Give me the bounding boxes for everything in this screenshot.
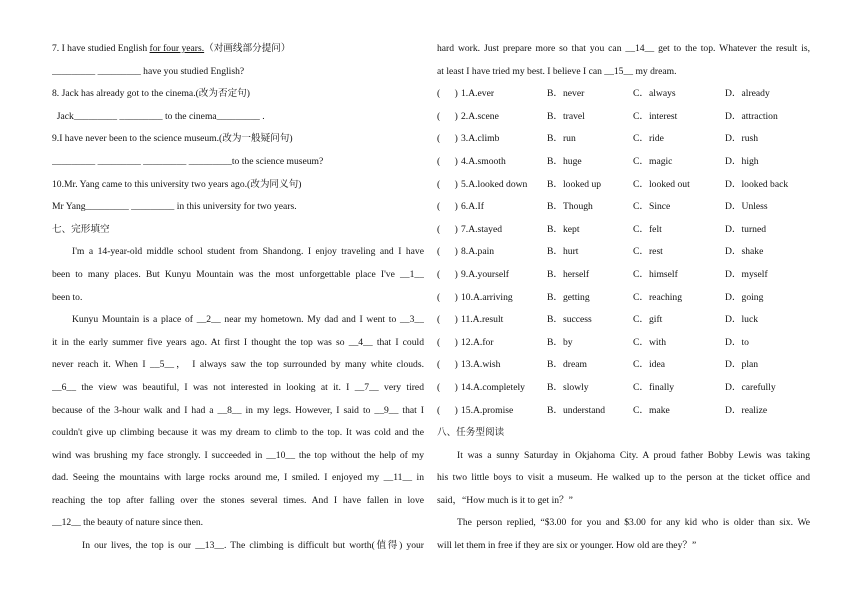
option-d: D．looked back — [725, 178, 789, 190]
option-c: C．looked out — [633, 178, 690, 190]
reading-line: said，“How much is it to get in？” — [437, 494, 573, 506]
answer-paren: ( ) — [437, 404, 458, 416]
option-row-2 — [437, 106, 810, 129]
option-a: 14.A.completely — [461, 381, 525, 393]
option-c: C．finally — [633, 381, 675, 393]
answer-paren: ( ) — [437, 88, 458, 100]
option-b: B．Though — [547, 201, 593, 213]
answer-paren: ( ) — [437, 110, 458, 122]
passage-line: couldn't give up climbing because it was my dream to climb to the top. It was cold and the — [52, 427, 424, 439]
option-c: C．make — [633, 404, 670, 416]
q9-answer-line: _________ _________ _________ _________to the science museum? — [52, 155, 324, 167]
reading-line: It was a sunny Saturday in Okjahoma City. A proud father Bobby Lewis was taking — [457, 449, 810, 461]
option-a: 5.A.looked down — [461, 178, 528, 190]
option-row-1 — [437, 83, 810, 106]
option-row-11 — [437, 309, 810, 332]
option-d: D．going — [725, 291, 764, 303]
answer-paren: ( ) — [437, 246, 458, 258]
option-b: B．understand — [547, 404, 606, 416]
passage-line: I'm a 14-year-old middle school student from Shandong. I enjoy traveling and I have — [72, 246, 424, 258]
option-d: D．realize — [725, 404, 768, 416]
question-8: 8. Jack has already got to the cinema.(改为否定句) — [52, 88, 250, 100]
option-row-6 — [437, 196, 810, 219]
option-d: D．plan — [725, 359, 759, 371]
option-b: B．huge — [547, 155, 582, 167]
option-b: B．kept — [547, 223, 580, 235]
answer-paren: ( ) — [437, 155, 458, 167]
option-a: 3.A.climb — [461, 133, 500, 145]
option-a: 6.A.If — [461, 201, 484, 213]
option-d: D．carefully — [725, 381, 776, 393]
option-row-4 — [437, 151, 810, 174]
passage-line: at least I have tried my best. I believe I can __15__ my dream. — [437, 65, 677, 77]
option-d: D．myself — [725, 268, 768, 280]
option-row-14 — [437, 377, 810, 400]
answer-paren: ( ) — [437, 336, 458, 348]
answer-paren: ( ) — [437, 268, 458, 280]
option-b: B．by — [547, 336, 573, 348]
option-d: D．turned — [725, 223, 767, 235]
answer-paren: ( ) — [437, 201, 458, 213]
passage-line: In our lives, the top is our __13__. The climbing is difficult but worth(值得) your — [82, 540, 424, 552]
passage-line: reaching the top after falling over the stones several times. And I have fallen in love — [52, 494, 424, 506]
answer-paren: ( ) — [437, 381, 458, 393]
option-b: B．run — [547, 133, 576, 145]
option-c: C．ride — [633, 133, 664, 145]
q8-answer-line: Jack_________ _________ to the cinema_________ . — [52, 110, 265, 122]
option-c: C．gift — [633, 314, 663, 326]
option-row-9 — [437, 264, 810, 287]
option-row-5 — [437, 174, 810, 197]
answer-paren: ( ) — [437, 178, 458, 190]
option-c: C．with — [633, 336, 667, 348]
answer-paren: ( ) — [437, 223, 458, 235]
option-a: 13.A.wish — [461, 359, 501, 371]
section-7-heading: 七、完形填空 — [52, 223, 110, 235]
option-b: B．success — [547, 314, 592, 326]
passage-line: hard work. Just prepare more so that you can __14__ get to the top. Whatever the result is, — [437, 43, 810, 54]
option-d: D．rush — [725, 133, 759, 145]
right-column — [437, 38, 810, 558]
passage-line: because of the 3-hour walk and I had a __8__ in my legs. However, I said to __9__ that I — [52, 404, 424, 416]
option-c: C．idea — [633, 359, 665, 371]
option-row-3 — [437, 128, 810, 151]
left-column — [52, 38, 424, 558]
answer-paren: ( ) — [437, 314, 458, 326]
q7-underlined: for four years. — [149, 43, 205, 54]
passage-line: it in the early summer five years ago. At first I thought the top was so __4__ that I could — [52, 336, 424, 348]
option-a: 11.A.result — [461, 314, 504, 326]
options-list — [437, 83, 810, 422]
reading-line: his two little boys to visit a museum. He walked up to the person at the ticket office and — [437, 472, 810, 484]
answer-paren: ( ) — [437, 133, 458, 145]
option-d: D．already — [725, 88, 770, 100]
option-c: C．rest — [633, 246, 663, 258]
option-row-7 — [437, 219, 810, 242]
question-9: 9.I have never been to the science museum.(改为一般疑问句) — [52, 133, 293, 145]
option-c: C．always — [633, 88, 676, 100]
option-row-15 — [437, 400, 810, 423]
option-b: B．never — [547, 88, 585, 100]
option-c: C．felt — [633, 223, 662, 235]
option-b: B．herself — [547, 268, 590, 280]
option-a: 1.A.ever — [461, 88, 495, 100]
question-10: 10.Mr. Yang came to this university two years ago.(改为同义句) — [52, 178, 302, 190]
q7-instruction: （对画线部分提问） — [204, 43, 291, 54]
q7-answer-line: _________ _________ have you studied English? — [52, 65, 245, 77]
passage-line: Kunyu Mountain is a place of __2__ near my hometown. My dad and I went to __3__ — [72, 314, 424, 326]
passage-line: been to. — [52, 291, 83, 303]
option-b: B．hurt — [547, 246, 579, 258]
passage-line: been to many places. But Kunyu Mountain was the most unforgettable place I've __1__ — [52, 268, 424, 280]
option-a: 15.A.promise — [461, 404, 514, 416]
option-c: C．Since — [633, 201, 671, 213]
option-c: C．magic — [633, 155, 673, 167]
option-a: 2.A.scene — [461, 110, 499, 122]
q10-answer-line: Mr Yang_________ _________ in this university for two years. — [52, 201, 297, 213]
option-row-12 — [437, 332, 810, 355]
option-c: C．interest — [633, 110, 678, 122]
passage-line: __12__ the beauty of nature since then. — [52, 517, 204, 529]
reading-line: will let them in free if they are six or younger. How old are they？” — [437, 540, 697, 552]
section-8-heading: 八、任务型阅读 — [437, 427, 505, 439]
option-a: 9.A.yourself — [461, 268, 509, 280]
option-d: D．Unless — [725, 201, 768, 213]
option-b: B．getting — [547, 291, 590, 303]
passage-line: __6__ the view was beautiful, I was not interested in looking at it. I __7__ very tired — [52, 381, 424, 393]
option-a: 7.A.stayed — [461, 223, 503, 235]
passage-line: never reach it. When I __5__， I always saw the top surrounded by many white clouds. — [52, 359, 424, 371]
option-a: 10.A.arriving — [461, 291, 513, 303]
option-d: D．shake — [725, 246, 764, 258]
option-d: D．luck — [725, 314, 759, 326]
option-b: B．slowly — [547, 381, 589, 393]
passage-line: wind was brushing my face strongly. I succeeded in __10__ the top without the help of my — [52, 449, 424, 461]
reading-line: The person replied, “$3.00 for you and $3.00 for any kid who is older than six. We — [457, 517, 810, 529]
option-b: B．dream — [547, 359, 587, 371]
option-d: D．high — [725, 155, 759, 167]
answer-paren: ( ) — [437, 359, 458, 371]
option-b: B．looked up — [547, 178, 602, 190]
answer-paren: ( ) — [437, 291, 458, 303]
passage-line: dad. Seeing the mountains with large rocks around me, I smiled. I enjoyed my __11__ in — [52, 472, 424, 484]
option-row-10 — [437, 287, 810, 310]
option-row-8 — [437, 241, 810, 264]
option-a: 4.A.smooth — [461, 155, 506, 167]
option-d: D．to — [725, 336, 749, 348]
option-row-13 — [437, 354, 810, 377]
option-c: C．himself — [633, 268, 678, 280]
option-a: 12.A.for — [461, 336, 494, 348]
option-b: B．travel — [547, 110, 585, 122]
option-c: C．reaching — [633, 291, 683, 303]
question-7 — [52, 38, 424, 61]
option-d: D．attraction — [725, 110, 778, 122]
option-a: 8.A.pain — [461, 246, 495, 258]
q7-prefix: 7. I have studied English — [52, 43, 150, 54]
